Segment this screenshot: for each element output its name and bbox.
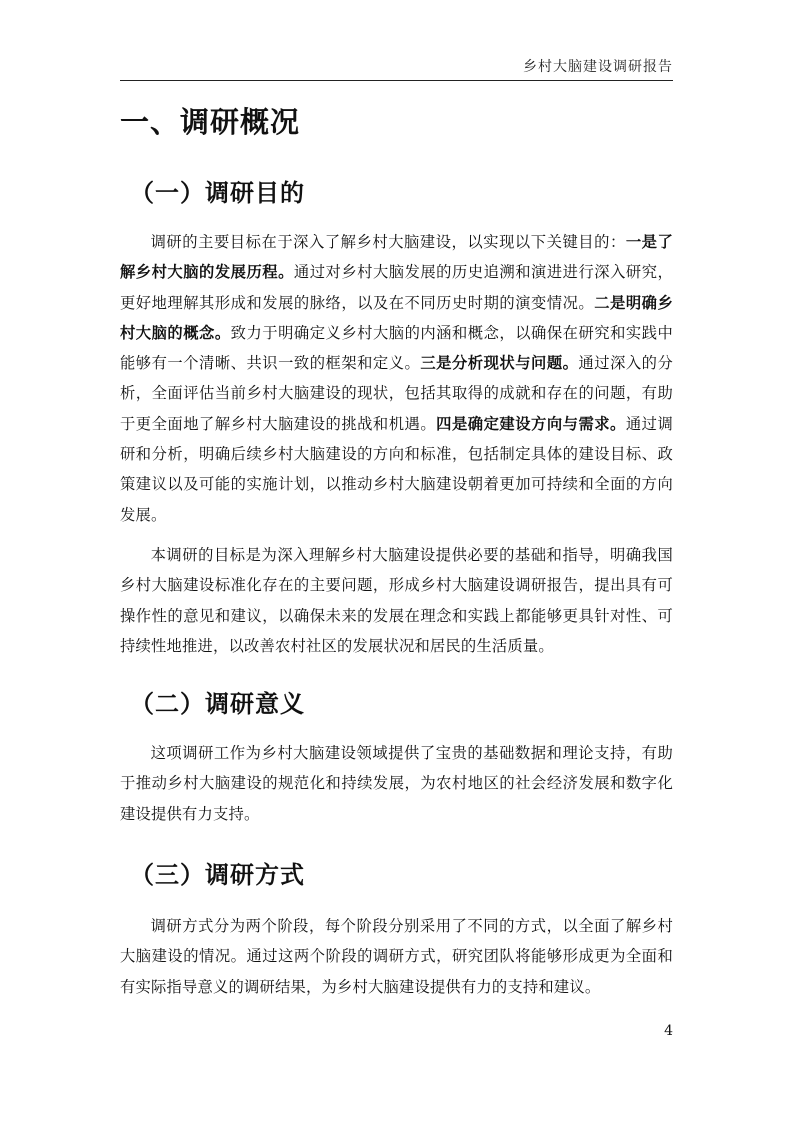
- body-text: 本调研的目标是为深入理解乡村大脑建设提供必要的基础和指导，明确我国乡村大脑建设标准化存在的主要问题，形成乡村大脑建设调研报告，提出具有可操作性的意见和建议，以确保未来的发展在理念和实践上都能够更具针对性、可持续性地推进，以改善农村社区的发展状况和居民的生活质量。: [120, 546, 673, 655]
- key-point-text: 三是分析现状与问题。: [420, 354, 579, 373]
- paragraph-purpose-summary: [120, 540, 673, 661]
- body-text: 调研方式分为两个阶段，每个阶段分别采用了不同的方式，以全面了解乡村大脑建设的情况。通过这两个阶段的调研方式，研究团队将能够形成更为全面和有实际指导意义的调研结果，为乡村大脑建设提供有力的支持和建议。: [120, 917, 673, 996]
- page-number: 4: [664, 1023, 673, 1039]
- paragraph-significance: [120, 738, 673, 829]
- body-text: 通过对乡村大脑发展的历史追溯和演进进行深入研究，更好地理解其形成和发展的脉络，以及在不同历史时期的演变情况。: [120, 263, 673, 312]
- key-point-text: 四是确定建设方向与需求。: [436, 414, 626, 433]
- key-point-text: 二是明确乡村大脑的概念。: [120, 293, 673, 342]
- paragraph-purpose-goals: [120, 227, 673, 530]
- running-title: 乡村大脑建设调研报告: [523, 59, 673, 75]
- header-rule: [120, 80, 673, 81]
- key-point-text: 一是了解乡村大脑的发展历程。: [120, 233, 673, 282]
- body-text: 调研的主要目标在于深入了解乡村大脑建设，以实现以下关键目的：: [150, 233, 626, 251]
- chapter-title: 一、调研概况: [120, 105, 301, 139]
- section-title-method: （三）调研方式: [130, 861, 305, 889]
- section-title-significance: （二）调研意义: [130, 690, 305, 718]
- body-text: 这项调研工作为乡村大脑建设领域提供了宝贵的基础数据和理论支持，有助于推动乡村大脑建设的规范化和持续发展，为农村地区的社会经济发展和数字化建设提供有力支持。: [120, 744, 673, 823]
- body-text: 通过深入的分析，全面评估当前乡村大脑建设的现状，包括其取得的成就和存在的问题，有助于更全面地了解乡村大脑建设的挑战和机遇。: [120, 354, 673, 433]
- body-text: 通过调研和分析，明确后续乡村大脑建设的方向和标准，包括制定具体的建设目标、政策建议以及可能的实施计划，以推动乡村大脑建设朝着更加可持续和全面的方向发展。: [120, 414, 673, 524]
- body-text: 致力于明确定义乡村大脑的内涵和概念，以确保在研究和实践中能够有一个清晰、共识一致的框架和定义。: [120, 323, 673, 373]
- section-title-purpose: （一）调研目的: [130, 179, 305, 207]
- paragraph-method: [120, 911, 673, 1002]
